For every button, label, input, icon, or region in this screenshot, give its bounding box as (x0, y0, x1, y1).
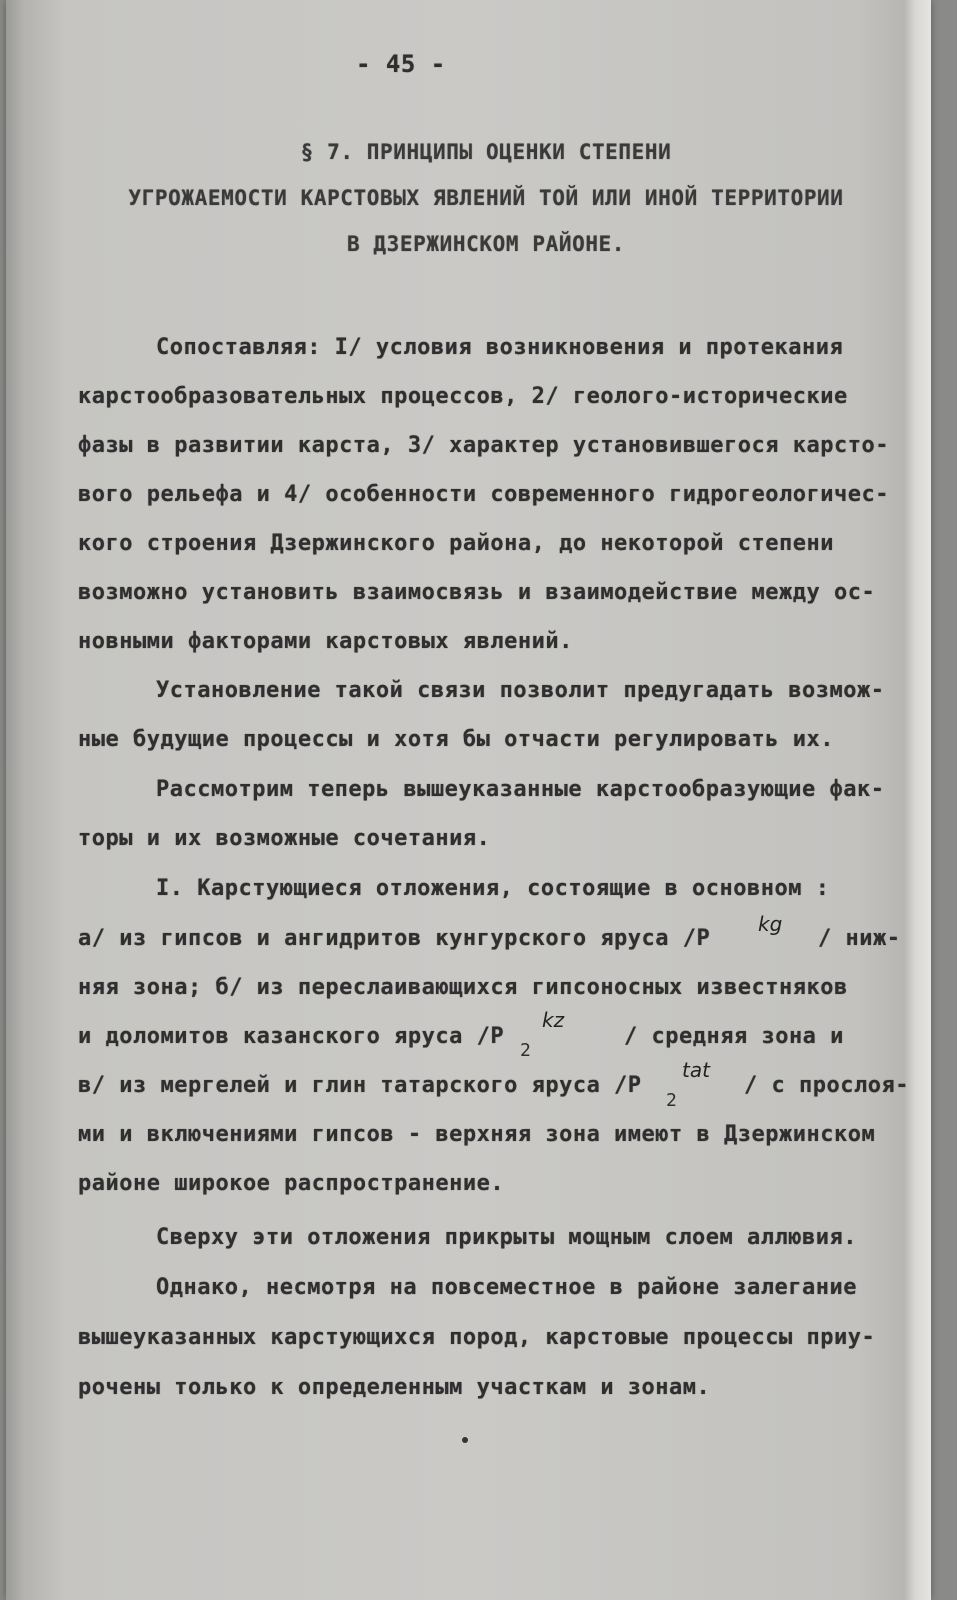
paragraph-line: Рассмотрим теперь вышеуказанные карстообразующие фак- (156, 777, 885, 802)
paragraph-line: фазы в развитии карста, 3/ характер установившегося карсто- (78, 433, 889, 458)
handwritten-index-tatar: tat (682, 1058, 710, 1082)
paragraph-line: Сверху эти отложения прикрыты мощным слоем аллювия. (156, 1225, 858, 1250)
handwritten-index-kungur: kg (758, 912, 783, 936)
paragraph-line: ми и включениями гипсов - верхняя зона имеют в Дзержинском (78, 1122, 876, 1147)
paragraph-line: кого строения Дзержинского района, до некоторой степени (78, 531, 834, 556)
paragraph-line: ные будущие процессы и хотя бы отчасти регулировать их. (78, 727, 834, 752)
paragraph-line: I. Карстующиеся отложения, состоящие в основном : (156, 876, 830, 901)
paragraph-line: и доломитов казанского яруса /P (78, 1024, 505, 1049)
paragraph-line: районе широкое распространение. (78, 1171, 505, 1196)
paragraph-line: вого рельефа и 4/ особенности современного гидрогеологичес- (78, 482, 889, 507)
paragraph-line: в/ из мергелей и глин татарского яруса /P (78, 1073, 642, 1098)
section-heading-line-2: УГРОЖАЕМОСТИ КАРСТОВЫХ ЯВЛЕНИЙ ТОЙ ИЛИ ИНОЙ ТЕРРИТОРИИ (128, 186, 844, 210)
subscript-tatar: 2 (666, 1090, 677, 1111)
paragraph-line: Однако, несмотря на повсеместное в районе залегание (156, 1275, 858, 1300)
paragraph-line: торы и их возможные сочетания. (78, 826, 491, 851)
paragraph-line: карстообразовательных процессов, 2/ геолого-исторические (78, 384, 848, 409)
paragraph-line: Сопоставляя: I/ условия возникновения и протекания (156, 335, 844, 360)
paragraph-line: возможно установить взаимосвязь и взаимодействие между ос- (78, 580, 876, 605)
paragraph-line: няя зона; б/ из переслаивающихся гипсоносных известняков (78, 975, 848, 1000)
paragraph-line: вышеуказанных карстующихся пород, карстовые процессы приу- (78, 1325, 876, 1350)
paragraph-line: / с прослоя- (744, 1073, 909, 1098)
paragraph-line: / средняя зона и (624, 1024, 844, 1049)
page-number: - 45 - (356, 50, 446, 78)
section-heading-line-3: В ДЗЕРЖИНСКОМ РАЙОНЕ. (346, 232, 626, 256)
ink-dot (462, 1437, 468, 1443)
handwritten-index-kazan: kz (542, 1008, 565, 1032)
paragraph-line: рочены только к определенным участкам и зонам. (78, 1375, 711, 1400)
document-page (6, 0, 931, 1600)
subscript-kazan: 2 (520, 1040, 531, 1061)
paragraph-line: / ниж- (818, 926, 901, 951)
paragraph-line: а/ из гипсов и ангидритов кунгурского яруса /P (78, 926, 711, 951)
section-heading-line-1: § 7. ПРИНЦИПЫ ОЦЕНКИ СТЕПЕНИ (300, 140, 672, 164)
paragraph-line: новными факторами карстовых явлений. (78, 629, 573, 654)
paragraph-line: Установление такой связи позволит предугадать возмож- (156, 678, 885, 703)
